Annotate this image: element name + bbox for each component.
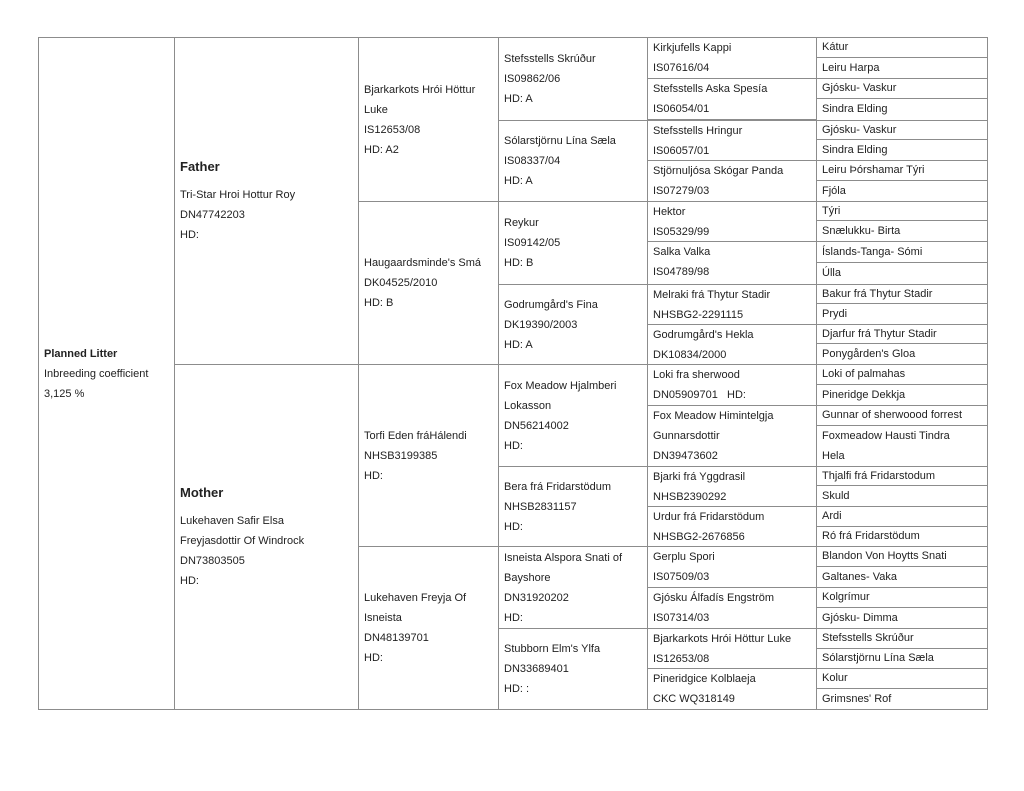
planned-litter-title: Planned Litter [44, 347, 118, 360]
ancestor-name-cell [816, 201, 988, 221]
inbreeding-label: Inbreeding coefficient [44, 367, 149, 380]
ancestor-name-cell [816, 668, 988, 689]
pedigree-line: Ponygården's Gloa [822, 348, 916, 360]
ancestor-name-cell [816, 220, 988, 242]
ancestor-cell [647, 506, 817, 547]
ancestor-name-cell [816, 466, 988, 486]
ancestor-name-cell [816, 607, 988, 629]
pedigree-line: Gunnarsdottir [653, 430, 720, 442]
grandparent-cell [358, 201, 499, 365]
ancestor-cell [647, 628, 817, 669]
pedigree-line: Melraki frá Thytur Stadir [653, 289, 771, 301]
ancestor-name-cell [816, 241, 988, 263]
pedigree-line: Snælukku- Birta [822, 225, 901, 237]
pedigree-line: HD: A2 [364, 143, 399, 156]
pedigree-line: Grimsnes' Rof [822, 693, 892, 705]
great-grandparent-cell [498, 284, 648, 365]
ancestor-name-cell [816, 546, 988, 567]
pedigree-line: Godrumgård's Fina [504, 298, 598, 311]
pedigree-line: Kirkjufells Kappi [653, 42, 732, 54]
father-reg: DN47742203 [180, 209, 245, 221]
pedigree-line: Stjörnuljósa Skógar Panda [653, 165, 784, 177]
pedigree-line: Sindra Elding [822, 103, 888, 115]
ancestor-cell [647, 546, 817, 588]
ancestor-cell [647, 668, 817, 710]
ancestor-name-cell [816, 384, 988, 406]
ancestor-cell [647, 284, 817, 325]
ancestor-name-cell [816, 98, 988, 121]
ancestor-name-cell [816, 485, 988, 507]
pedigree-line: Bakur frá Thytur Stadir [822, 288, 933, 300]
pedigree-line: Leiru Harpa [822, 62, 880, 74]
ancestor-cell [647, 405, 817, 467]
pedigree-line: Bjarki frá Yggdrasil [653, 471, 746, 483]
pedigree-line: IS09142/05 [504, 237, 561, 249]
planned-litter-cell [38, 37, 175, 710]
pedigree-line: IS05329/99 [653, 226, 710, 238]
mother-name-line1: Lukehaven Safir Elsa [180, 515, 284, 527]
ancestor-name-cell [816, 425, 988, 467]
pedigree-line: Kolur [822, 672, 848, 684]
pedigree-line: DK19390/2003 [504, 318, 578, 331]
pedigree-line: Fjóla [822, 185, 846, 197]
pedigree-line: Djarfur frá Thytur Stadir [822, 328, 937, 340]
pedigree-line: IS12653/08 [653, 653, 710, 665]
mother-heading: Mother [180, 485, 224, 500]
pedigree-line: Kátur [822, 41, 849, 53]
pedigree-line: Pineridgice Kolblaeja [653, 673, 756, 685]
pedigree-line: DN56214002 [504, 419, 569, 432]
ancestor-name-cell [816, 139, 988, 161]
pedigree-line: Blandon Von Hoytts Snati [822, 550, 947, 562]
pedigree-line: Urdur frá Fridarstödum [653, 511, 765, 523]
pedigree-line: Stefsstells Hringur [653, 125, 743, 137]
pedigree-line: Pineridge Dekkja [822, 389, 906, 401]
great-grandparent-cell [498, 364, 648, 467]
pedigree-line: Isneista Alspora Snati of [504, 551, 623, 564]
pedigree-line: NHSBG2-2291115 [653, 309, 744, 321]
pedigree-line: Loki of palmahas [822, 368, 906, 380]
ancestor-name-cell [816, 57, 988, 79]
ancestor-name-cell [816, 284, 988, 304]
pedigree-line: Skuld [822, 490, 850, 502]
pedigree-line: DN33689401 [504, 663, 569, 675]
pedigree-line: NHSB3199385 [364, 449, 438, 462]
ancestor-name-cell [816, 120, 988, 140]
pedigree-line: Haugaardsminde's Smá [364, 257, 482, 269]
ancestor-name-cell [816, 506, 988, 527]
ancestor-name-cell [816, 405, 988, 426]
pedigree-line: Sólarstjörnu Lína Sæla [822, 652, 934, 664]
pedigree-line: Lukehaven Freyja Of [364, 592, 467, 604]
ancestor-cell [647, 160, 817, 202]
pedigree-line: Gjósku Álfadís Engström [653, 592, 775, 604]
pedigree-line: NHSB2831157 [504, 500, 577, 513]
pedigree-line: IS07509/03 [653, 571, 710, 583]
pedigree-table [38, 37, 988, 710]
pedigree-line: Íslands-Tanga- Sómi [822, 246, 923, 258]
pedigree-line: Sólarstjörnu Lína Sæla [504, 135, 616, 147]
pedigree-line: Kolgrímur [822, 591, 870, 603]
ancestor-name-cell [816, 262, 988, 285]
ancestor-name-cell [816, 324, 988, 344]
ancestor-name-cell [816, 566, 988, 588]
ancestor-cell [647, 324, 817, 365]
pedigree-line: HD: A [504, 93, 533, 105]
pedigree-line: Bjarkarkots Hrói Höttur [364, 83, 476, 96]
father-name: Tri-Star Hroi Hottur Roy [180, 189, 296, 201]
ancestor-cell [647, 120, 817, 161]
pedigree-line: HD: [504, 439, 523, 452]
pedigree-line: Gjósku- Vaskur [822, 124, 897, 136]
father-hd: HD: [180, 229, 199, 241]
pedigree-line: Stefsstells Skrúður [822, 632, 914, 644]
pedigree-line: Loki fra sherwood [653, 369, 740, 381]
pedigree-line: HD: : [504, 683, 530, 695]
pedigree-line: CKC WQ318149 [653, 693, 735, 705]
mother-cell [174, 364, 359, 710]
pedigree-line: Salka Valka [653, 246, 711, 258]
pedigree-line: Hektor [653, 206, 686, 218]
pedigree-line: Leiru Þórshamar Týri [822, 164, 925, 176]
pedigree-line: IS04789/98 [653, 266, 710, 278]
ancestor-name-cell [816, 648, 988, 669]
pedigree-line: Isneista [364, 612, 402, 624]
ancestor-name-cell [816, 587, 988, 608]
pedigree-line: NHSBG2-2676856 [653, 531, 745, 543]
pedigree-line: Bera frá Fridarstödum [504, 480, 611, 493]
pedigree-line: Ardi [822, 510, 842, 522]
pedigree-line: HD: A [504, 338, 533, 351]
pedigree-line: DN39473602 [653, 450, 718, 462]
ancestor-name-cell [816, 78, 988, 99]
pedigree-line: Bjarkarkots Hrói Höttur Luke [653, 633, 792, 645]
pedigree-line: Gjósku- Vaskur [822, 82, 897, 94]
pedigree-line: NHSB2390292 [653, 491, 727, 503]
ancestor-name-cell [816, 180, 988, 202]
ancestor-cell [647, 466, 817, 507]
ancestor-cell [647, 78, 817, 120]
pedigree-line: Gjósku- Dimma [822, 612, 898, 624]
ancestor-name-cell [816, 37, 988, 58]
pedigree-line: Reykur [504, 217, 539, 229]
pedigree-line: IS09862/06 [504, 73, 561, 85]
grandparent-cell [358, 364, 499, 547]
great-grandparent-cell [498, 120, 648, 202]
great-grandparent-cell [498, 37, 648, 121]
pedigree-line: IS06054/01 [653, 103, 710, 115]
ancestor-name-cell [816, 364, 988, 385]
pedigree-line: DN31920202 [504, 591, 569, 604]
great-grandparent-cell [498, 466, 648, 547]
ancestor-cell [647, 587, 817, 629]
pedigree-line: Ró frá Fridarstödum [822, 530, 920, 542]
ancestor-name-cell [816, 160, 988, 181]
pedigree-line: Fox Meadow Himintelgja [653, 410, 774, 422]
pedigree-line: Godrumgård's Hekla [653, 329, 754, 341]
ancestor-cell [647, 241, 817, 285]
pedigree-line: IS07616/04 [653, 62, 710, 74]
pedigree-line: IS12653/08 [364, 123, 421, 136]
pedigree-line: DN48139701 [364, 632, 429, 644]
great-grandparent-cell [498, 201, 648, 285]
pedigree-line: Prydi [822, 308, 848, 320]
pedigree-line: HD: B [364, 297, 394, 309]
mother-reg: DN73803505 [180, 555, 245, 567]
pedigree-line: Úlla [822, 267, 841, 279]
pedigree-line: Stefsstells Aska Spesía [653, 83, 768, 95]
pedigree-line: Galtanes- Vaka [822, 571, 898, 583]
pedigree-line: Gunnar of sherwoood forrest [822, 409, 963, 421]
inbreeding-value: 3,125 % [44, 387, 85, 400]
pedigree-line: Týri [822, 205, 841, 217]
ancestor-cell [647, 201, 817, 242]
pedigree-line: IS07279/03 [653, 185, 710, 197]
ancestor-name-cell [816, 343, 988, 365]
ancestor-name-cell [816, 628, 988, 649]
ancestor-name-cell [816, 688, 988, 710]
great-grandparent-cell [498, 628, 648, 710]
pedigree-line: Gerplu Spori [653, 551, 715, 563]
pedigree-line: HD: A [504, 175, 533, 187]
pedigree-line: Hela [822, 450, 845, 462]
ancestor-name-cell [816, 303, 988, 325]
pedigree-line: DK04525/2010 [364, 277, 438, 289]
pedigree-line: IS08337/04 [504, 155, 561, 167]
ancestor-cell [647, 37, 817, 79]
pedigree-line: Fox Meadow Hjalmberi [504, 379, 617, 392]
pedigree-line: HD: B [504, 257, 534, 269]
father-heading: Father [180, 159, 220, 174]
grandparent-cell [358, 37, 499, 202]
pedigree-line: HD: [364, 652, 383, 664]
great-grandparent-cell [498, 546, 648, 629]
pedigree-line: HD: [504, 611, 523, 624]
pedigree-line: Stubborn Elm's Ylfa [504, 643, 601, 655]
mother-hd: HD: [180, 575, 199, 587]
grandparent-cell [358, 546, 499, 710]
pedigree-line: HD: [364, 469, 383, 482]
pedigree-line: Luke [364, 103, 388, 116]
pedigree-line: Lokasson [504, 399, 552, 412]
pedigree-line: DN05909701 HD: [653, 389, 746, 401]
mother-name-line2: Freyjasdottir Of Windrock [180, 535, 305, 547]
pedigree-line: Torfi Eden fráHálendi [364, 429, 467, 442]
father-cell [174, 37, 359, 365]
pedigree-line: DK10834/2000 [653, 349, 727, 361]
ancestor-cell [647, 364, 817, 406]
pedigree-line: IS06057/01 [653, 145, 710, 157]
ancestor-name-cell [816, 526, 988, 547]
pedigree-line: IS07314/03 [653, 612, 710, 624]
pedigree-line: Stefsstells Skrúður [504, 53, 596, 65]
pedigree-line: Sindra Elding [822, 144, 888, 156]
pedigree-line: Bayshore [504, 571, 551, 584]
pedigree-line: HD: [504, 520, 523, 533]
pedigree-line: Foxmeadow Hausti Tindra [822, 430, 950, 442]
pedigree-line: Thjalfi frá Fridarstodum [822, 470, 936, 482]
